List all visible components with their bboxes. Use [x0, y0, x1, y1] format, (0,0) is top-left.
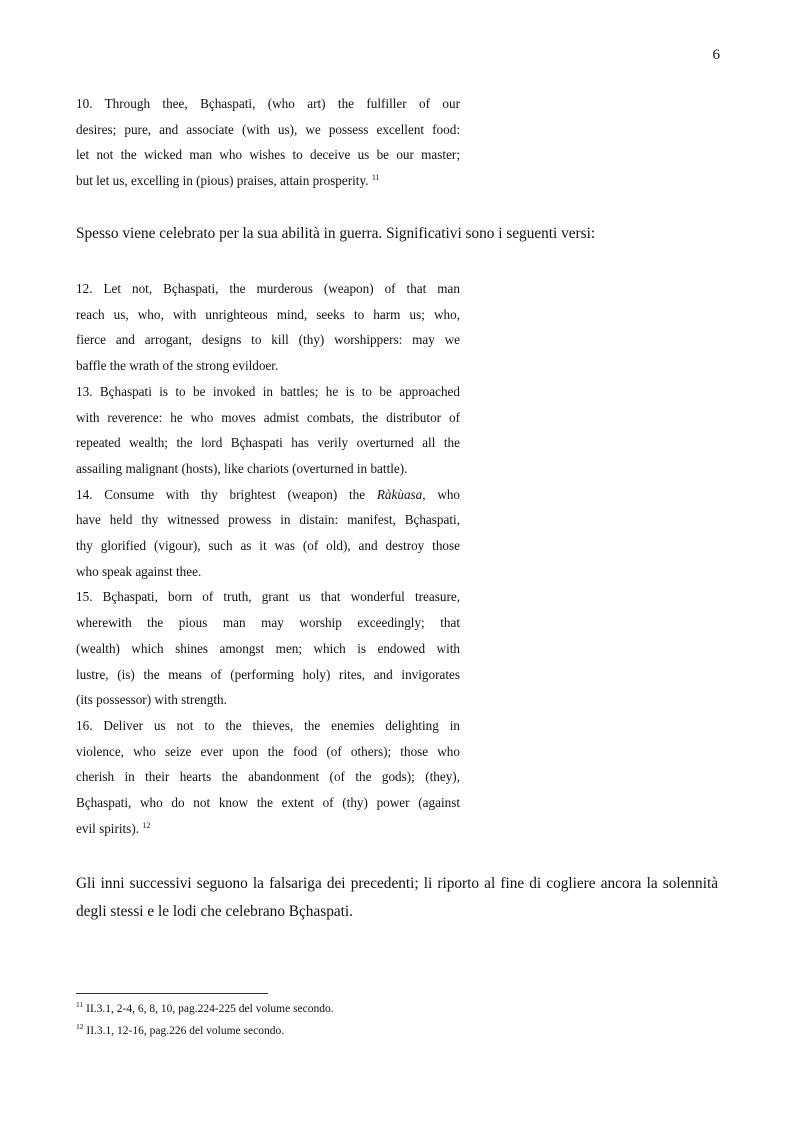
quote-line: 15. Bçhaspati, born of truth, grant us that wonderful treasure,: [76, 589, 460, 605]
quote-line: fierce and arrogant, designs to kill (thy) worshippers: may we: [76, 332, 460, 348]
quote-line: 13. Bçhaspati is to be invoked in battles; he is to be approached: [76, 383, 460, 399]
quote-line: Bçhaspati, who do not know the extent of (thy) power (against: [76, 795, 460, 811]
footnote-reference: 12: [142, 820, 151, 830]
footnote-separator: [76, 993, 268, 994]
quote-line: with reverence: he who moves admist combats, the distributor of: [76, 409, 460, 425]
body-paragraph: Gli inni successivi seguono la falsariga dei precedenti; li riporto al fine di cogliere ancora la solennità degli stessi e le lodi che celebrano Bçhaspati.: [76, 875, 718, 920]
quote-line: (wealth) which shines amongst men; which is endowed with: [76, 640, 460, 656]
quote-line-text: 14. Consume with thy brightest (weapon) the: [76, 486, 366, 502]
quote-line-text: who: [437, 486, 461, 502]
quote-block-verses-12-16: [76, 276, 460, 841]
quote-line: reach us, who, with unrighteous mind, seeks to harm us; who,: [76, 306, 460, 322]
quote-line: wherewith the pious man may worship exceedingly; that: [76, 615, 460, 631]
footnote-number: 12: [76, 1022, 84, 1031]
quote-line: violence, who seize ever upon the food (of others); those who: [76, 743, 460, 759]
quote-line: 10. Through thee, Bçhaspati, (who art) the fulfiller of our: [76, 96, 460, 111]
quote-line: assailing malignant (hosts), like chariots (overturned in battle).: [76, 460, 408, 476]
quote-line: repeated wealth; the lord Bçhaspati has verily overturned all the: [76, 435, 460, 451]
footnote: [76, 998, 716, 1020]
quote-line-text: evil spirits).: [76, 820, 140, 836]
footnote-text: II.3.1, 12-16, pag.226 del volume secondo.: [86, 1025, 285, 1037]
footnote: [76, 1020, 716, 1042]
quote-line: lustre, (is) the means of (performing holy) rites, and invigorates: [76, 666, 460, 682]
quote-line: 16. Deliver us not to the thieves, the enemies delighting in: [76, 717, 460, 733]
quote-block-verse-10: [76, 91, 460, 194]
quote-line: thy glorified (vigour), such as it was (of old), and destroy those: [76, 538, 460, 554]
quote-line: [76, 168, 460, 194]
quote-line: baffle the wrath of the strong evildoer.: [76, 358, 279, 374]
quote-line: [76, 482, 460, 508]
quote-line: have held thy witnessed prowess in distain: manifest, Bçhaspati,: [76, 512, 460, 528]
quote-line: cherish in their hearts the abandonment (of the gods); (they),: [76, 769, 460, 785]
quote-line: desires; pure, and associate (with us), we possess excellent food:: [76, 121, 460, 137]
footnote-reference: 11: [371, 173, 380, 183]
footnote-text: II.3.1, 2-4, 6, 8, 10, pag.224-225 del volume secondo.: [86, 1003, 334, 1015]
body-paragraph: Spesso viene celebrato per la sua abilità in guerra. Significativi sono i seguenti versi:: [76, 225, 596, 242]
quote-line: 12. Let not, Bçhaspati, the murderous (weapon) of that man: [76, 281, 460, 296]
italic-term: Ràkùasa,: [376, 486, 426, 502]
footnote-number: 11: [76, 1000, 84, 1009]
footnotes: [76, 998, 716, 1042]
quote-line: who speak against thee.: [76, 563, 202, 579]
quote-line: let not the wicked man who wishes to deceive us be our master;: [76, 147, 460, 163]
quote-line: [76, 816, 460, 842]
quote-line: (its possessor) with strength.: [76, 692, 227, 708]
page-number: 6: [712, 47, 720, 63]
quote-line-text: but let us, excelling in (pious) praises, attain prosperity.: [76, 173, 369, 189]
